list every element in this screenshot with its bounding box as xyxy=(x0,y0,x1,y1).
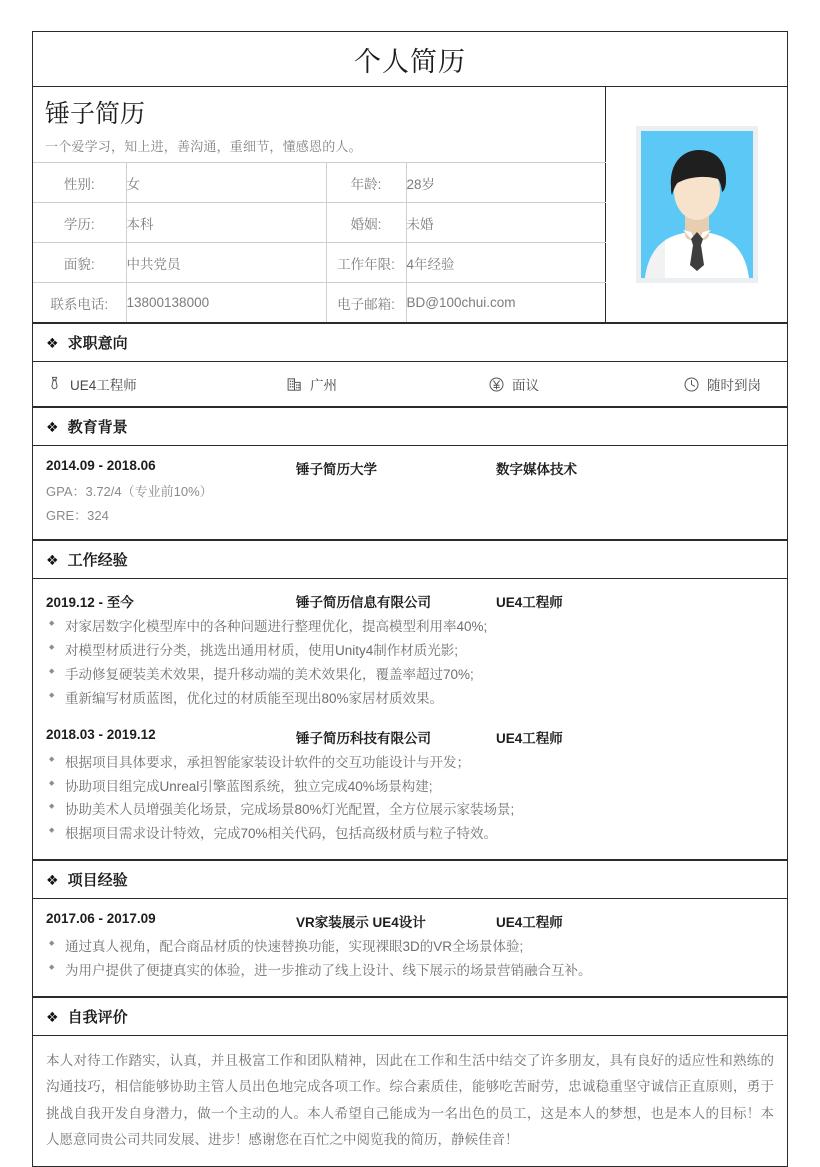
info-label-education: 学历: xyxy=(33,203,126,243)
section-title: 求职意向 xyxy=(67,335,128,353)
table-row xyxy=(33,283,606,323)
work-block xyxy=(33,579,787,860)
resume-document xyxy=(32,31,788,1167)
section-header-self-evaluation xyxy=(33,997,787,1036)
table-row xyxy=(33,203,606,243)
diamond-icon: ❖ xyxy=(46,871,59,888)
yen-circle-icon xyxy=(488,376,505,393)
info-label-marriage: 婚姻: xyxy=(326,203,406,243)
list-item: ◆ 手动修复硬装美术效果，提升移动端的美术效果化，覆盖率超过70%; xyxy=(46,663,774,687)
table-row xyxy=(33,243,606,283)
intention-location-label: 广州 xyxy=(310,378,337,394)
list-item: ◆ 重新编写材质蓝图，优化过的材质能至现出80%家居材质效果。 xyxy=(46,687,774,711)
project-bullets xyxy=(46,935,774,983)
entry-date: 2017.06 - 2017.09 xyxy=(46,911,156,927)
profile-photo-column xyxy=(606,87,787,322)
intention-availability-label: 随时到岗 xyxy=(707,378,761,394)
list-item: ◆ 根据项目具体要求，承担智能家装设计软件的交互功能设计与开发； xyxy=(46,751,774,775)
clock-icon xyxy=(683,376,700,393)
candidate-name: 锤子简历 xyxy=(45,100,146,128)
info-value-age: 28岁 xyxy=(406,163,606,203)
education-gre: GRE：324 xyxy=(46,507,109,523)
section-title: 教育背景 xyxy=(67,419,128,437)
entry-date: 2018.03 - 2019.12 xyxy=(46,726,156,742)
work-entry xyxy=(46,591,774,711)
education-block xyxy=(33,446,787,540)
info-label-phone: 联系电话: xyxy=(33,283,126,323)
list-item: ◆ 根据项目需求设计特效，完成70%相关代码，包括高级材质与粒子特效。 xyxy=(46,822,774,846)
section-title: 项目经验 xyxy=(67,872,128,890)
entry-header xyxy=(46,727,774,747)
entry-date: 2014.09 - 2018.06 xyxy=(46,458,156,474)
section-header-intention xyxy=(33,323,787,362)
diamond-icon: ❖ xyxy=(46,551,59,568)
avatar-photo-illustration xyxy=(641,131,753,278)
diamond-icon: ❖ xyxy=(46,334,59,351)
list-item: ◆ 对家居数字化模型库中的各种问题进行整理优化，提高模型利用率40%; xyxy=(46,615,774,639)
info-value-political: 中共党员 xyxy=(126,243,326,283)
candidate-tagline: 一个爱学习，知上进，善沟通，重细节，懂感恩的人。 xyxy=(45,139,362,155)
building-icon xyxy=(286,376,303,393)
diamond-icon: ❖ xyxy=(46,1008,59,1025)
info-value-phone: 13800138000 xyxy=(126,283,326,323)
entry-school: 锤子简历大学 xyxy=(296,462,377,478)
personal-info-table xyxy=(33,162,606,322)
intention-salary-label: 面议 xyxy=(512,378,539,394)
page-title: 个人简历 xyxy=(33,32,787,87)
intention-availability xyxy=(683,374,761,394)
section-header-education xyxy=(33,407,787,446)
intention-location xyxy=(286,374,488,394)
info-label-email: 电子邮箱: xyxy=(326,283,406,323)
section-header-work xyxy=(33,540,787,579)
self-evaluation-text: 本人对待工作踏实，认真，并且极富工作和团队精神，因此在工作和生活中结交了许多朋友，具有良好的适应性和熟练的沟通技巧，相信能够协助主管人员出色地完成各项工作。综合素质佳，能够吃苦耐劳，忠诚稳重坚守诚信正直原则，勇于挑战自我开发自身潜力，做一个主动的人。本人希望自己能成为一名出色的员工，这是本人的梦想，也是本人的目标！本人愿意同贵公司共同发展、进步！感谢您在百忙之中阅览我的简历，静候佳音！ xyxy=(46,1053,774,1147)
education-entry xyxy=(46,458,774,526)
info-value-gender: 女 xyxy=(126,163,326,203)
list-item: ◆ 为用户提供了便捷真实的体验，进一步推动了线上设计、线下展示的场景营销融合互补。 xyxy=(46,959,774,983)
profile-left-column xyxy=(33,87,606,322)
entry-header xyxy=(46,911,774,931)
section-title: 工作经验 xyxy=(67,552,128,570)
intention-position xyxy=(33,374,286,394)
list-item: ◆ 通过真人视角，配合商品材质的快速替换功能，实现裸眼3D的VR全场景体验; xyxy=(46,935,774,959)
info-label-experience: 工作年限: xyxy=(326,243,406,283)
entry-header xyxy=(46,458,774,478)
entry-role: UE4工程师 xyxy=(496,730,563,746)
info-label-political: 面貌: xyxy=(33,243,126,283)
entry-role: UE4工程师 xyxy=(496,595,563,611)
table-row xyxy=(33,163,606,203)
job-intention-row xyxy=(33,362,787,407)
intention-salary xyxy=(488,374,683,394)
info-value-education: 本科 xyxy=(126,203,326,243)
profile-header xyxy=(33,87,787,323)
section-header-project xyxy=(33,860,787,899)
necktie-icon xyxy=(46,376,63,393)
info-label-age: 年龄: xyxy=(326,163,406,203)
info-value-email: BD@100chui.com xyxy=(406,283,606,323)
section-title: 自我评价 xyxy=(67,1009,128,1027)
entry-company: 锤子简历科技有限公司 xyxy=(296,730,431,746)
info-value-experience: 4年经验 xyxy=(406,243,606,283)
entry-project: VR家装展示 UE4设计 xyxy=(296,915,426,931)
entry-major: 数字媒体技术 xyxy=(496,462,577,478)
education-gpa: GPA：3.72/4（专业前10%） xyxy=(46,484,213,500)
info-label-gender: 性别: xyxy=(33,163,126,203)
project-entry xyxy=(46,911,774,983)
entry-date: 2019.12 - 至今 xyxy=(46,595,134,611)
work-bullets xyxy=(46,751,774,847)
work-bullets xyxy=(46,615,774,711)
entry-role: UE4工程师 xyxy=(496,915,563,931)
intention-position-label: UE4工程师 xyxy=(70,378,137,394)
avatar-frame xyxy=(636,126,758,283)
project-block xyxy=(33,899,787,997)
name-block xyxy=(33,87,605,162)
list-item: ◆ 协助美术人员增强美化场景，完成场景80%灯光配置，全方位展示家装场景; xyxy=(46,798,774,822)
entry-header xyxy=(46,591,774,611)
info-value-marriage: 未婚 xyxy=(406,203,606,243)
list-item: ◆ 协助项目组完成Unreal引擎蓝图系统，独立完成40%场景构建; xyxy=(46,775,774,799)
entry-company: 锤子简历信息有限公司 xyxy=(296,595,431,611)
diamond-icon: ❖ xyxy=(46,418,59,435)
list-item: ◆ 对模型材质进行分类，挑选出通用材质，使用Unity4制作材质光影; xyxy=(46,639,774,663)
work-entry xyxy=(46,727,774,847)
self-evaluation-block xyxy=(33,1036,787,1166)
